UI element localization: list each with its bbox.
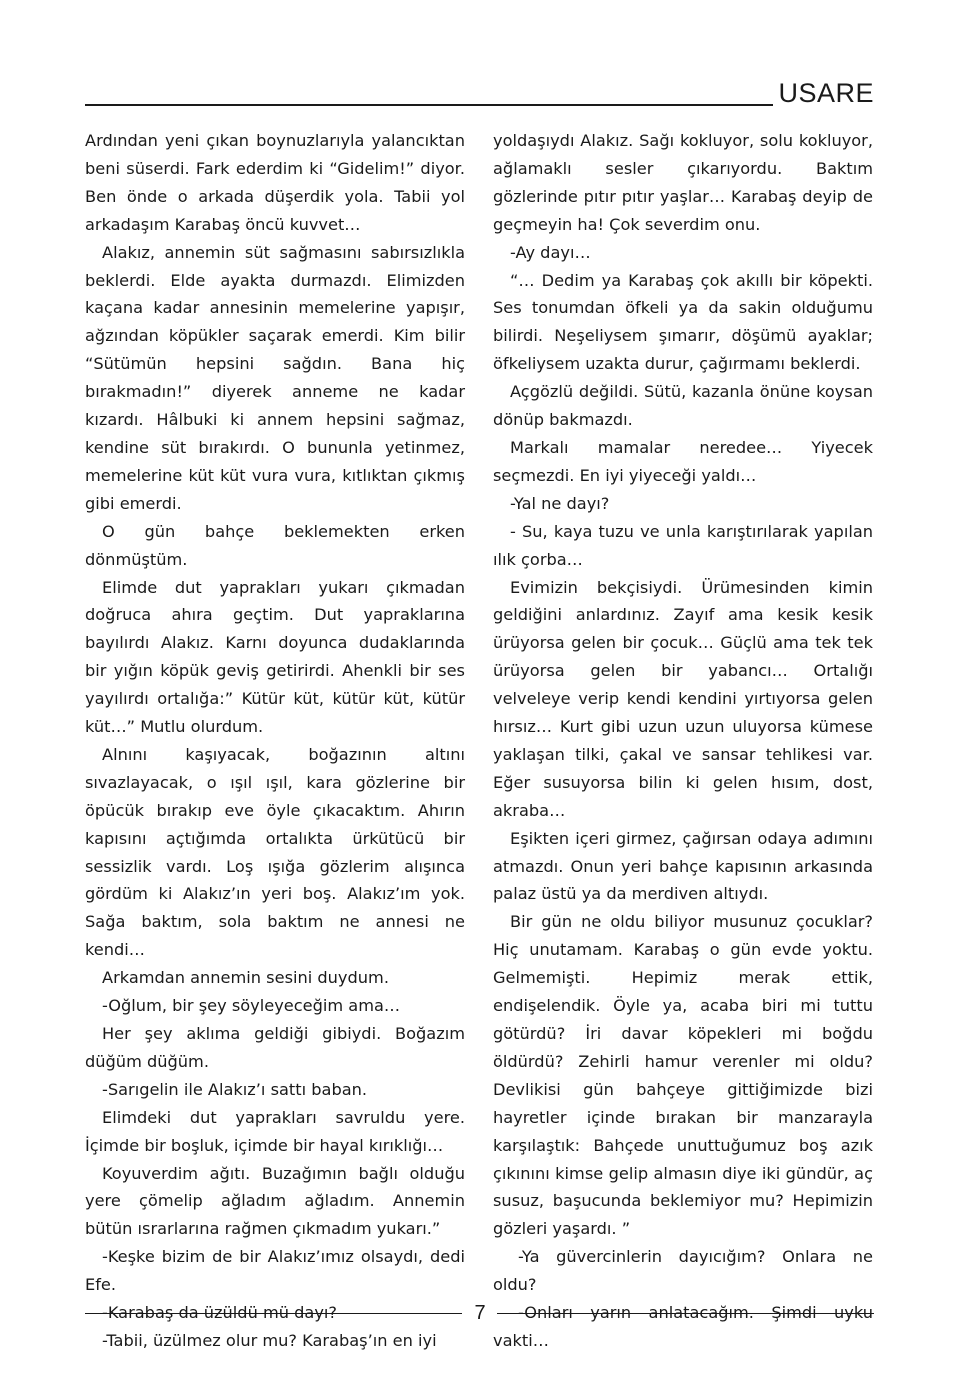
paragraph: O gün bahçe beklemekten erken dönmüştüm. [85,521,465,569]
paragraph: -Tabii, üzülmez olur mu? Karabaş’ın en iyi [102,1330,437,1350]
paragraph: Arkamdan annemin sesini duydum. [102,968,389,988]
footer-rule-left [85,1313,462,1314]
right-column [493,127,873,1355]
paragraph: - Su, kaya tuzu ve unla karıştırılarak yapılan ılık çorba… [493,521,873,569]
paragraph: Ardından yeni çıkan boynuzlarıyla yalancıktan beni süserdi. Fark ederdim ki “Gidelim!” diyor. Ben önde o arkada düşerdik yola. Tabii yol arkadaşım Karabaş öncü kuvvet… [85,131,465,234]
paragraph: Her şey aklıma geldiği gibiydi. Boğazım düğüm düğüm. [85,1024,465,1071]
paragraph: Eşikten içeri girmez, çağırsan odaya adımını atmazdı. Onun yeri bahçe kapısının arkasında palaz üstü ya da merdiven altıydı. [493,828,873,904]
left-column [85,127,465,1355]
paragraph: -Ay dayı… [510,242,591,262]
paragraph: Alnını kaşıyacak, boğazının altını sıvazlayacak, o ışıl ışıl, kara gözlerine bir öpücük bırakıp eve öyle çıkacaktım. Ahırın kapısını açtığımda ortalıkta ürkütücü bir sessizlik vardı. Loş ışığa gözlerim alışınca gördüm ki Alakız’ın yeri boş. Alakız’ım yok. Sağa baktım, sola baktım ne annesi ne kendi… [85,744,465,960]
paragraph: -Yal ne dayı? [510,493,610,513]
paragraph: Evimizin bekçisiydi. Ürümesinden kimin geldiğini anlardınız. Zayıf ama kesik kesik ürüyorsa gelen bir çocuk… Güçlü ama tek tek ürüyorsa gelen bir yabancı… Ortalığı velveleye verip kendi kendini yırtıyorsa gelen hırsız… Kurt gibi uzun uzun uluyorsa kümese yaklaşan tilki, çakal ve sansar tehlikesi var. Eğer susuyorsa bilin ki gelen hısım, dost, akraba… [493,577,873,820]
paragraph: Alakız, annemin süt sağmasını sabırsızlıkla beklerdi. Elde ayakta durmazdı. Elimizden kaçana kadar annesinin memelerine yapışır, ağzından köpükler saçarak emerdi. Kim bilir “Sütümün hepsini sağdın. Bana hiç bırakmadın!” diyerek anneme ne kadar kızardı. Hâlbuki ki annem hepsini sağmaz, kendine süt bırakırdı. O bununla yetinmez, memelerine küt küt vura vura, kıtlıktan çıkmış gibi emerdi. [85,242,465,513]
journal-title: USARE [778,78,874,108]
paragraph: Elimde dut yaprakları yukarı çıkmadan doğruca ahıra geçtim. Dut yapraklarına bayılırdı Alakız. Karnı doyunca dudaklarında bir yığın köpük geviş getirirdi. Ahenkli bir ses yayılırdı ortalığa:” Kütür küt, kütür küt, kütür küt…” Mutlu olurdum. [85,577,465,737]
header-rule [85,104,773,106]
paragraph: “… Dedim ya Karabaş çok akıllı bir köpekti. Ses tonumdan öfkeli ya da sakin olduğumu bilirdi. Neşeliysem şımarır, döşümü ayaklar; öfkeliysem uzakta durur, çağırmamı beklerdi. [493,270,873,374]
paragraph: -Karabaş da üzüldü mü dayı? [102,1303,338,1323]
paragraph: -Oğlum, bir şey söyleyeceğim ama… [102,996,401,1016]
page-number: 7 [474,1302,486,1324]
paragraph: -Sarıgelin ile Alakız’ı sattı baban. [102,1079,368,1099]
paragraph: -Onları yarın anlatacağım. Şimdi uyku vakti… [493,1303,873,1350]
paragraph: Bir gün ne oldu biliyor musunuz çocuklar? Hiç unutamam. Karabaş o gün evde yoktu. Gelmemişti. Hepimiz merak ettik, endişelendik. Öyle ya, acaba biri mi tuttu götürdü? İri davar köpekleri mi boğdu öldürdü? Zehirli hamur verenler mi oldu? Devlikisi gün bahçeye gittiğimizde bizi hayretler içinde bırakan bir manzarayla karşılaştık: Bahçede unuttuğumuz boş azık çıkınını kimse gelip almasın diye iki gündür, aç susuz, başucunda beklemiyor mu? Hepimizin gözleri yaşardı. ” [493,912,873,1239]
paragraph: -Keşke bizim de bir Alakız’ımız olsaydı, dedi Efe. [85,1247,465,1295]
paragraph: Açgözlü değildi. Sütü, kazanla önüne koysan dönüp bakmazdı. [493,382,873,430]
paragraph: Koyuverdim ağıtı. Buzağımın bağlı olduğu yere çömelip ağladım ağladım. Annemin bütün ısrarlarına rağmen çıkmadım yukarı.” [85,1163,465,1239]
paragraph: -Ya güvercinlerin dayıcığım? Onlara ne oldu? [493,1247,873,1295]
paragraph: Elimdeki dut yaprakları savruldu yere. İçimde bir boşluk, içimde bir hayal kırıklığı… [85,1107,465,1155]
paragraph: yoldaşıydı Alakız. Sağı kokluyor, solu kokluyor, ağlamaklı sesler çıkarıyordu. Baktım gözlerinde pıtır pıtır yaşlar… Karabaş deyip de geçmeyin ha! Çok severdim onu. [493,131,873,234]
footer-rule-right [497,1313,874,1314]
paragraph: Markalı mamalar neredee… Yiyecek seçmezdi. En iyi yiyeceği yaldı… [493,437,873,485]
